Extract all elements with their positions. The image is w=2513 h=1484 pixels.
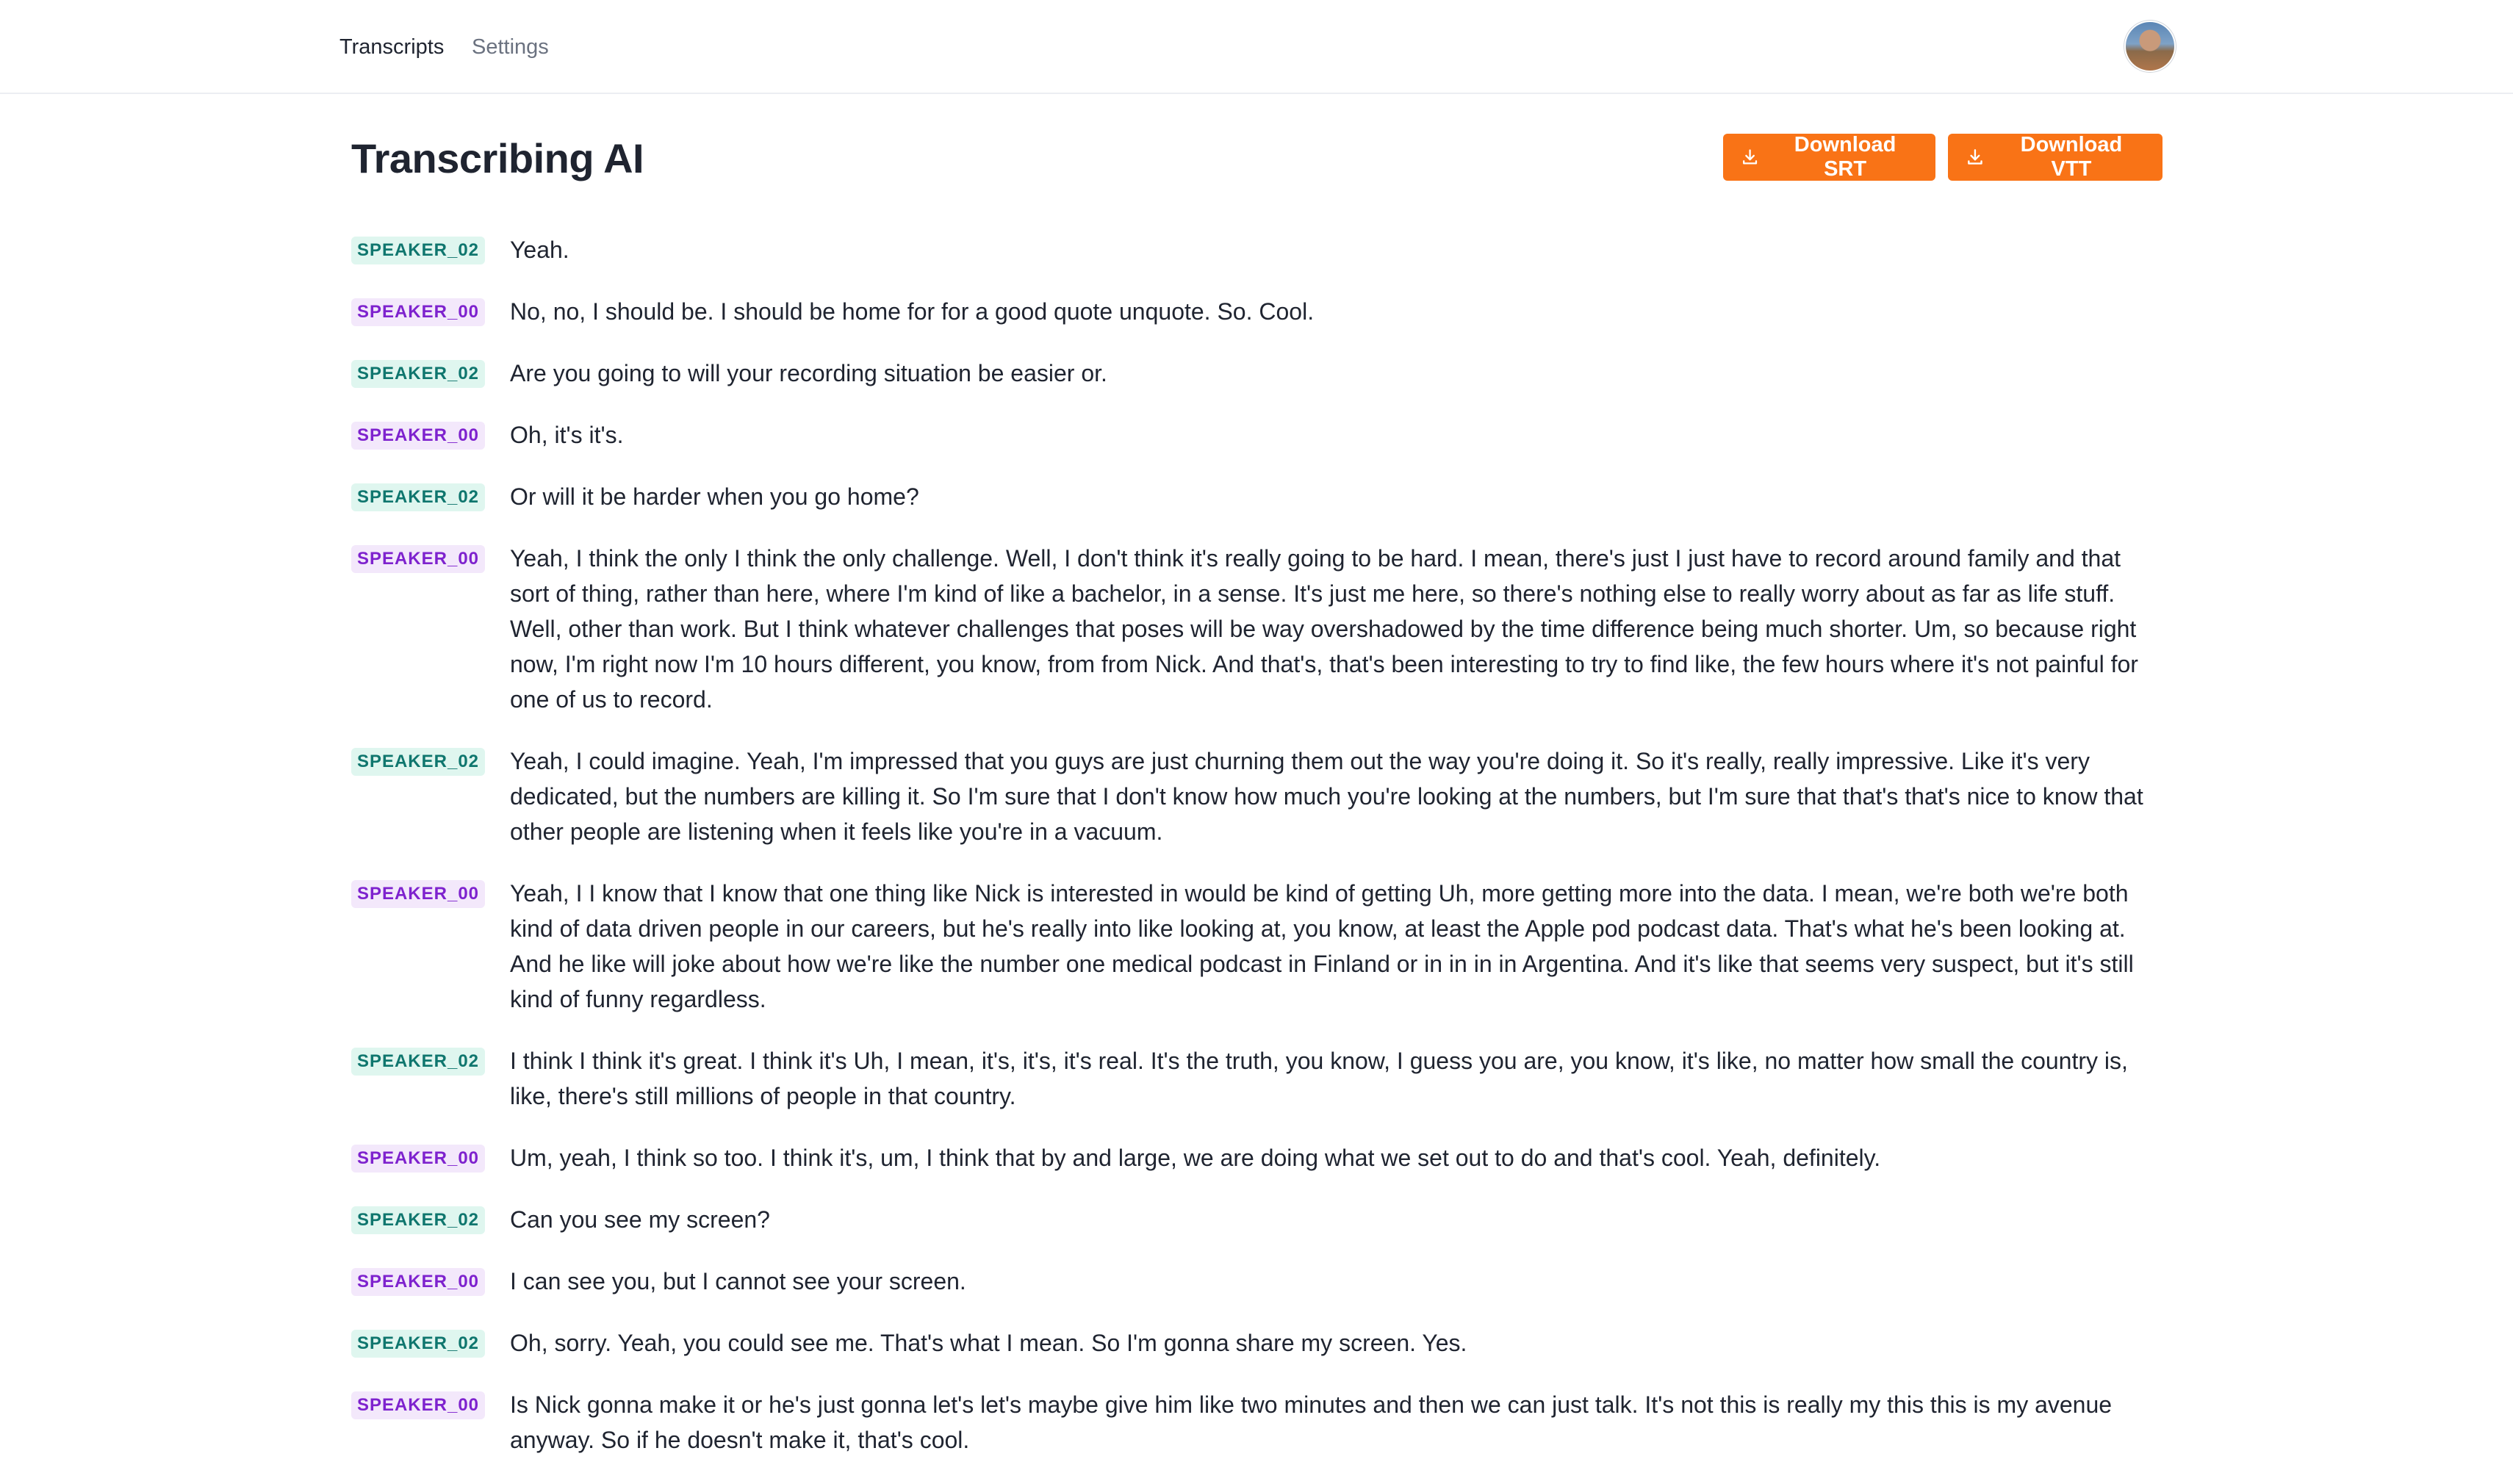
user-avatar[interactable]	[2126, 22, 2174, 71]
speaker-badge: SPEAKER_02	[351, 483, 485, 511]
transcript-segment	[351, 1043, 2163, 1114]
nav-settings-link[interactable]: Settings	[472, 35, 549, 59]
transcript-segment	[351, 356, 2163, 391]
speaker-badge: SPEAKER_02	[351, 237, 485, 264]
transcript-segment	[351, 1325, 2163, 1361]
utterance-text: Can you see my screen?	[510, 1206, 770, 1233]
transcript-segment	[351, 294, 2163, 329]
utterance-text: Yeah, I could imagine. Yeah, I'm impressed that you guys are just churning them out the way you're doing it. So it's really, really impressive. Like it's very dedicated, but the numbers are killing it. So I'm sure that I don't know how much you're looking at the numbers, but I'm sure that that's that's nice to know that other people are listening when it feels like you're in a vacuum.	[510, 748, 2143, 845]
download-srt-button[interactable]	[1723, 134, 1935, 181]
transcript-segment	[351, 876, 2163, 1017]
utterance-text: Yeah, I I know that I know that one thing like Nick is interested in would be kind of getting Uh, more getting more into the data. I mean, we're both we're both kind of data driven people in our careers, but he's really into like looking at, you know, at least the Apple pod podcast data. That's what he's been looking at. And he like will joke about how we're like the number one medical podcast in Finland or in in in in Argentina. And it's like that seems very suspect, but it's still kind of funny regardless.	[510, 880, 2134, 1012]
speaker-badge: SPEAKER_02	[351, 748, 485, 776]
utterance-text: Oh, sorry. Yeah, you could see me. That's what I mean. So I'm gonna share my screen. Yes.	[510, 1330, 1467, 1356]
transcript-segment	[351, 232, 2163, 267]
utterance-text: Um, yeah, I think so too. I think it's, um, I think that by and large, we are doing what we set out to do and that's cool. Yeah, definitely.	[510, 1145, 1881, 1171]
transcript-segment	[351, 1264, 2163, 1299]
download-vtt-label: Download VTT	[2020, 133, 2123, 181]
transcript-segment	[351, 1202, 2163, 1237]
utterance-text: Oh, it's it's.	[510, 422, 624, 448]
speaker-badge: SPEAKER_00	[351, 880, 485, 908]
download-icon	[1966, 148, 1985, 167]
utterance-text: Is Nick gonna make it or he's just gonna let's let's maybe give him like two minutes and then we can just talk. It's not this is really my this this is my avenue anyway. So if he doesn't make it, that's cool.	[510, 1391, 2113, 1453]
speaker-badge: SPEAKER_00	[351, 422, 485, 450]
speaker-badge: SPEAKER_02	[351, 360, 485, 388]
nav-transcripts-link[interactable]: Transcripts	[339, 35, 445, 59]
transcript-segment	[351, 541, 2163, 717]
utterance-text: No, no, I should be. I should be home for for a good quote unquote. So. Cool.	[510, 298, 1315, 325]
download-srt-label: Download SRT	[1794, 133, 1897, 181]
utterance-text: Yeah, I think the only I think the only challenge. Well, I don't think it's really going to be hard. I mean, there's just I just have to record around family and that sort of thing, rather than here, where I'm kind of like a bachelor, in a sense. It's just me here, so there's nothing else to really worry about as far as life stuff. Well, other than work. But I think whatever challenges that poses will be way overshadowed by the time difference being much shorter. Um, so because right now, I'm right now I'm 10 hours different, you know, from from Nick. And that's, that's been interesting to try to find like, the few hours where it's not painful for one of us to record.	[510, 545, 2138, 713]
speaker-badge: SPEAKER_02	[351, 1330, 485, 1358]
page-title: Transcribing AI	[351, 135, 644, 181]
speaker-badge: SPEAKER_00	[351, 1268, 485, 1296]
transcript-list	[351, 232, 2163, 1484]
speaker-badge: SPEAKER_00	[351, 298, 485, 326]
download-vtt-button[interactable]	[1948, 134, 2163, 181]
transcript-segment	[351, 417, 2163, 453]
transcript-segment	[351, 479, 2163, 514]
download-icon	[1741, 148, 1759, 167]
speaker-badge: SPEAKER_02	[351, 1206, 485, 1234]
transcript-segment	[351, 743, 2163, 849]
utterance-text: Or will it be harder when you go home?	[510, 483, 919, 510]
speaker-badge: SPEAKER_00	[351, 1145, 485, 1173]
utterance-text: Are you going to will your recording situation be easier or.	[510, 360, 1107, 386]
top-navigation	[0, 0, 2513, 94]
transcript-segment	[351, 1140, 2163, 1175]
utterance-text: I can see you, but I cannot see your screen.	[510, 1268, 966, 1294]
speaker-badge: SPEAKER_02	[351, 1048, 485, 1076]
utterance-text: Yeah.	[510, 237, 569, 263]
speaker-badge: SPEAKER_00	[351, 545, 485, 573]
utterance-text: I think I think it's great. I think it's Uh, I mean, it's, it's, it's real. It's the truth, you know, I guess you are, you know, it's like, no matter how small the country is, like, there's still millions of people in that country.	[510, 1048, 2128, 1109]
speaker-badge: SPEAKER_00	[351, 1391, 485, 1419]
